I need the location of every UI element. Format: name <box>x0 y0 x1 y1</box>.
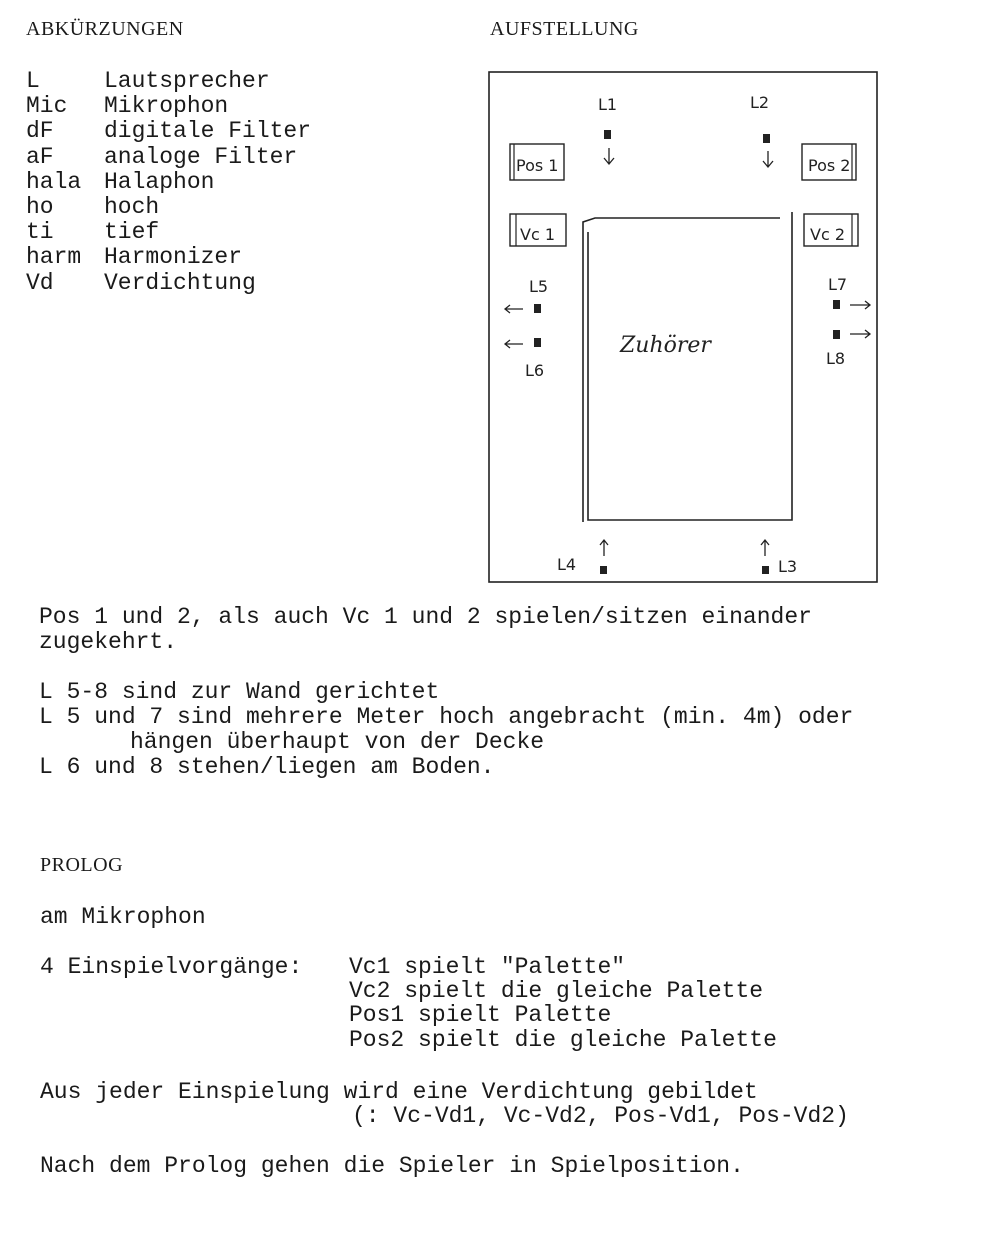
recording-item: Vc1 spielt "Palette" <box>349 954 626 980</box>
prolog-final: Nach dem Prolog gehen die Spieler in Spielposition. <box>40 1153 744 1179</box>
l1-label: L1 <box>598 95 618 114</box>
audience-label: Zuhörer <box>620 333 711 358</box>
abbreviations-heading: ABKÜRZUNGEN <box>26 18 184 40</box>
l1-arrow <box>604 148 614 164</box>
l7-arrow <box>850 301 870 309</box>
abbreviation-key: Mic <box>26 93 68 120</box>
l5-label: L5 <box>529 277 549 296</box>
pos1-label: Pos 1 <box>516 156 559 175</box>
l6-label: L6 <box>525 361 545 380</box>
note-line: L 5-8 sind zur Wand gerichtet <box>39 679 440 705</box>
abbreviation-key: dF <box>26 118 54 145</box>
l7-speaker <box>833 300 840 309</box>
l6-speaker <box>534 338 541 347</box>
condense-line: (: Vc-Vd1, Vc-Vd2, Pos-Vd1, Pos-Vd2) <box>352 1103 849 1129</box>
abbreviation-key: aF <box>26 143 54 170</box>
l3-speaker <box>762 566 769 574</box>
note-line: Pos 1 und 2, als auch Vc 1 und 2 spielen/sitzen einander <box>39 604 812 630</box>
l8-label: L8 <box>826 349 846 368</box>
abbreviation-value: Harmonizer <box>104 244 243 271</box>
note-line: L 6 und 8 stehen/liegen am Boden. <box>39 754 495 780</box>
l5-speaker <box>534 304 541 313</box>
l8-arrow <box>850 330 870 338</box>
pos2-label: Pos 2 <box>808 156 851 175</box>
room-outline <box>489 72 877 582</box>
recording-item: Pos1 spielt Palette <box>349 1002 612 1028</box>
recording-item: Vc2 spielt die gleiche Palette <box>349 978 764 1004</box>
abbreviation-value: Lautsprecher <box>104 68 270 94</box>
vc1-box <box>510 214 566 246</box>
note-line: zugekehrt. <box>39 629 178 655</box>
l3-label: L3 <box>778 557 798 576</box>
prolog-heading: PROLOG <box>40 854 124 876</box>
vc2-label: Vc 2 <box>810 225 846 244</box>
pos1-box <box>510 144 564 180</box>
abbreviation-value: hoch <box>104 194 160 220</box>
setup-diagram <box>0 0 983 600</box>
setup-heading: AUFSTELLUNG <box>490 18 639 40</box>
abbreviation-value: Mikrophon <box>104 93 229 120</box>
note-line: L 5 und 7 sind mehrere Meter hoch angebracht (min. 4m) oder <box>39 704 854 730</box>
recordings-label: 4 Einspielvorgänge: <box>40 954 303 980</box>
abbreviation-key: L <box>26 68 40 94</box>
abbreviation-value: Halaphon <box>104 168 215 195</box>
abbreviation-key: harm <box>26 244 82 271</box>
l3-arrow <box>761 540 769 556</box>
recording-item: Pos2 spielt die gleiche Palette <box>349 1027 777 1053</box>
condense-line: Aus jeder Einspielung wird eine Verdichtung gebildet <box>40 1079 758 1105</box>
abbreviation-value: tief <box>104 219 160 246</box>
l8-speaker <box>833 330 840 339</box>
vc2-box <box>804 214 858 246</box>
pos2-box <box>802 144 856 180</box>
note-line: hängen überhaupt von der Decke <box>130 729 545 755</box>
prolog-location: am Mikrophon <box>40 904 206 930</box>
abbreviation-key: ti <box>26 219 54 246</box>
abbreviation-key: ho <box>26 194 54 220</box>
abbreviation-value: digitale Filter <box>104 118 312 145</box>
vc1-label: Vc 1 <box>520 225 556 244</box>
l2-label: L2 <box>750 93 770 112</box>
l4-speaker <box>600 566 607 574</box>
abbreviation-value: analoge Filter <box>104 143 298 170</box>
l6-arrow <box>505 340 523 348</box>
abbreviation-value: Verdichtung <box>104 269 256 296</box>
l2-speaker <box>763 134 770 143</box>
l7-label: L7 <box>828 275 848 294</box>
abbreviation-key: hala <box>26 168 82 195</box>
l5-arrow <box>505 305 523 313</box>
abbreviation-key: Vd <box>26 269 54 296</box>
l2-arrow <box>763 151 773 167</box>
l1-speaker <box>604 130 611 139</box>
l4-arrow <box>600 540 608 556</box>
l4-label: L4 <box>557 555 577 574</box>
audience-area <box>588 212 792 520</box>
